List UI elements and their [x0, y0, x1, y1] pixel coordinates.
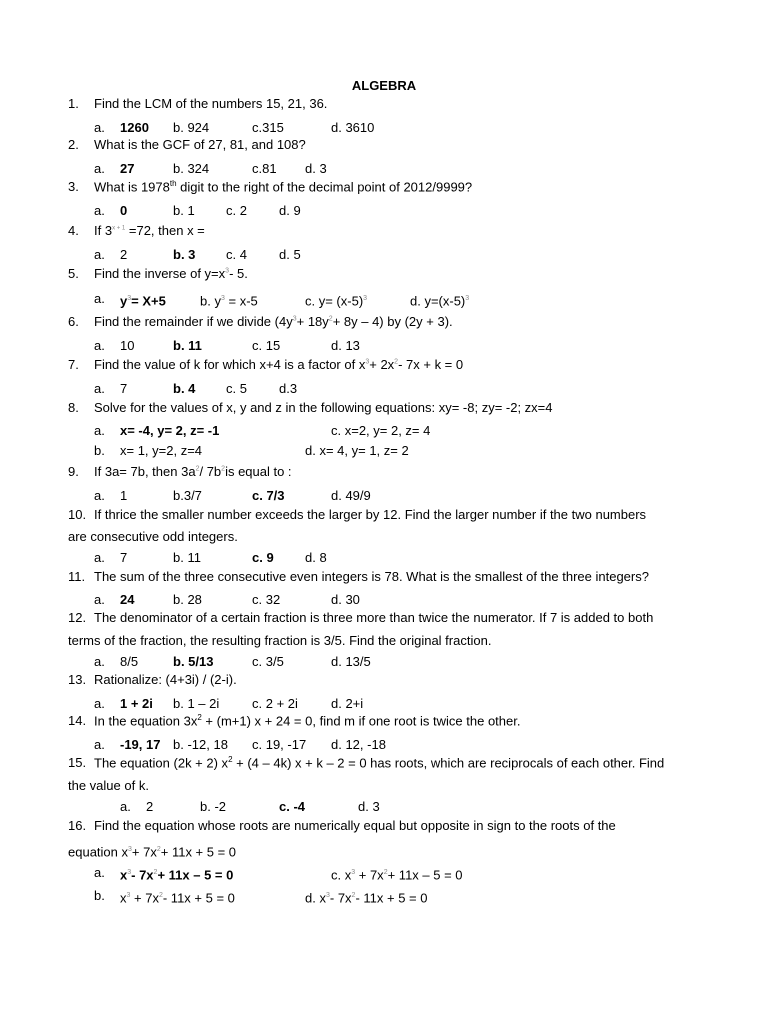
option-a: 7 — [120, 550, 128, 565]
question-number: 13. — [68, 672, 87, 687]
option-b: b. $y^3 = x-5$ — [200, 293, 258, 309]
option-b: b. -12, 18 — [173, 737, 228, 752]
option-a-label: a. — [94, 120, 105, 135]
option-b: b. 1 — [173, 203, 195, 218]
question-text: The sum of the three consecutive even integers is 78. What is the smallest of the three integers? — [94, 569, 649, 584]
page-title: ALGEBRA — [351, 78, 417, 93]
question-text: If 3a= 7b, then $3a^2/$ $7b^2is$ equal to : — [94, 464, 292, 479]
question-text: Find the LCM of the numbers 15, 21, 36. — [94, 96, 328, 111]
option-a-label: a. — [94, 338, 105, 353]
option-a: 1 — [120, 488, 128, 503]
option-b: b. -2 — [200, 799, 227, 814]
option-b: b. 924 — [173, 120, 210, 135]
question-number: 11. — [68, 569, 86, 584]
option-a-label: a. — [94, 592, 105, 607]
question-number: 5. — [68, 266, 79, 281]
option-b-label: b. — [94, 888, 105, 903]
option-c-answer: c. 9 — [252, 550, 274, 565]
option-a: 2 — [120, 247, 128, 262]
option-c: c. 15 — [252, 338, 281, 353]
option-d: d. 12, -18 — [331, 737, 386, 752]
option-d: d. 3 — [305, 161, 327, 176]
option-d: d. 13 — [331, 338, 360, 353]
question-text: If thrice the smaller number exceeds the larger by 12. Find the larger number if the two numbers — [94, 507, 647, 522]
question-text: Find the inverse of $y=x^3-$ 5. — [94, 266, 248, 281]
question-text: The denominator of a certain fraction is three more than twice the numerator. If 7 is added to both — [94, 610, 654, 625]
option-c: c.315 — [252, 120, 284, 135]
option-a-label: a. — [94, 654, 105, 669]
question-number: 8. — [68, 400, 79, 415]
option-c: c.81 — [252, 161, 277, 176]
question-text: In the equation $3x^2 + (m+1) x + 24 = 0$, find m if one root is twice the other. — [94, 713, 521, 729]
option-d: d. 49/9 — [331, 488, 371, 503]
question-text: Find the value of k for which x+4 is a factor of $x^3+ 2x^2-$ 7x + k = 0 — [94, 357, 464, 372]
question-text-continued: equation $x^3+ 7x^2+ 11x + 5 = 0$ — [68, 844, 237, 860]
option-a-answer: 0 — [120, 203, 128, 218]
option-d: d.3 — [279, 381, 298, 396]
option-c: c. 32 — [252, 592, 281, 607]
option-a-answer: 24 — [120, 592, 135, 607]
option-a-label: a. — [94, 737, 105, 752]
option-b-answer: b. 4 — [173, 381, 196, 396]
option-b-answer: b. 5/13 — [173, 654, 214, 669]
option-a-answer: -19, 17 — [120, 737, 161, 752]
option-d: d. 2+i — [331, 696, 364, 711]
option-a-label: a. — [120, 799, 131, 814]
option-b: b.3/7 — [173, 488, 202, 503]
option-a-answer: 27 — [120, 161, 135, 176]
option-a-answer: 1260 — [120, 120, 149, 135]
option-b: b. 11 — [173, 550, 201, 565]
option-c-answer: c. 7/3 — [252, 488, 285, 503]
option-b-answer: b. 3 — [173, 247, 196, 262]
question-number: 15. — [68, 755, 87, 770]
question-text: Find the equation whose roots are numerically equal but opposite in sign to the roots of the — [94, 818, 616, 833]
question-text-continued: the value of k. — [68, 778, 149, 793]
option-c: c. 4 — [226, 247, 247, 262]
option-a-answer: x= -4, y= 2, z= -1 — [120, 423, 220, 438]
question-number: 4. — [68, 223, 79, 238]
question-number: 10. — [68, 507, 87, 522]
option-a-label: a. — [94, 423, 105, 438]
question-number: 9. — [68, 464, 79, 479]
option-c: c. x=2, y= 2, z= 4 — [331, 423, 431, 438]
question-text-continued: terms of the fraction, the resulting fraction is 3/5. Find the original fraction. — [68, 633, 492, 648]
option-d: d. 30 — [331, 592, 360, 607]
option-c: c. 3/5 — [252, 654, 284, 669]
option-d: d. 13/5 — [331, 654, 371, 669]
option-b-answer: b. 11 — [173, 338, 202, 353]
question-text: Rationalize: (4+3i) / (2-i). — [94, 672, 237, 687]
option-a-label: a. — [94, 488, 105, 503]
option-d: d. 3610 — [331, 120, 375, 135]
option-a: 10 — [120, 338, 135, 353]
question-number: 1. — [68, 96, 79, 111]
question-number: 3. — [68, 179, 79, 194]
option-a-label: a. — [94, 291, 105, 306]
option-c: c. 19, -17 — [252, 737, 307, 752]
option-d: d. 9 — [279, 203, 301, 218]
option-a: 2 — [146, 799, 154, 814]
option-a-answer: $y^3= X+5$ — [120, 293, 166, 309]
question-number: 2. — [68, 137, 79, 152]
question-number: 7. — [68, 357, 79, 372]
option-c-answer: c. -4 — [279, 799, 306, 814]
option-c: c. 2 + 2i — [252, 696, 298, 711]
question-text-continued: are consecutive odd integers. — [68, 529, 238, 544]
option-a: 8/5 — [120, 654, 139, 669]
question-number: 14. — [68, 713, 87, 728]
option-d: d. x= 4, y= 1, z= 2 — [305, 443, 409, 458]
question-text: What is 1978th digit to the right of the decimal point of 2012/9999? — [94, 179, 473, 195]
option-a-label: a. — [94, 203, 105, 218]
option-a-label: a. — [94, 247, 105, 262]
option-b: $x^3 + 7x^2-$ 11x + 5 = 0 — [120, 890, 235, 906]
option-d: d. 5 — [279, 247, 301, 262]
question-number: 16. — [68, 818, 87, 833]
question-text: What is the GCF of 27, 81, and 108? — [94, 137, 306, 152]
option-a-label: a. — [94, 696, 105, 711]
option-d: d. $y=(x-5)^3$ — [410, 293, 470, 309]
option-b: b. 1 – 2i — [173, 696, 220, 711]
option-b-label: b. — [94, 443, 105, 458]
question-number: 12. — [68, 610, 87, 625]
option-c: c. 5 — [226, 381, 247, 396]
option-d: d. 8 — [305, 550, 327, 565]
question-text: Solve for the values of x, y and z in the following equations: xy= -8; zy= -2; zx=4 — [94, 400, 553, 415]
option-a: 7 — [120, 381, 128, 396]
option-d: d. $x^3-$ $7x^2-$ 11x + 5 = 0 — [305, 890, 428, 906]
option-d: d. 3 — [358, 799, 380, 814]
option-a-answer: 1 + 2i — [120, 696, 153, 711]
option-b: b. 324 — [173, 161, 210, 176]
question-text: If $3^{x + 1} =72$, then x = — [94, 223, 205, 238]
option-a-label: a. — [94, 381, 105, 396]
option-a-answer: $x^3-$ $7x^2+ 11x - 5 = 0$ — [120, 867, 234, 883]
option-c: c. 2 — [226, 203, 247, 218]
question-text: The equation (2k + 2) $x^2 + (4 - 4k) x + k - 2 = 0$ has roots, which are reciprocals of each other. Find — [94, 755, 665, 771]
option-c: c. $x^3 + 7x^2+ 11x - 5 = 0$ — [331, 867, 463, 883]
question-number: 6. — [68, 314, 79, 329]
option-a-label: a. — [94, 865, 105, 880]
option-b: x= 1, y=2, z=4 — [120, 443, 203, 458]
option-b: b. 28 — [173, 592, 202, 607]
question-text: Find the remainder if we divide $(4y^3+ 18y^2+ 8y - 4)$ by (2y + 3). — [94, 314, 453, 329]
option-c: c. $y= (x-5)^3$ — [305, 293, 368, 309]
option-a-label: a. — [94, 550, 105, 565]
option-a-label: a. — [94, 161, 105, 176]
